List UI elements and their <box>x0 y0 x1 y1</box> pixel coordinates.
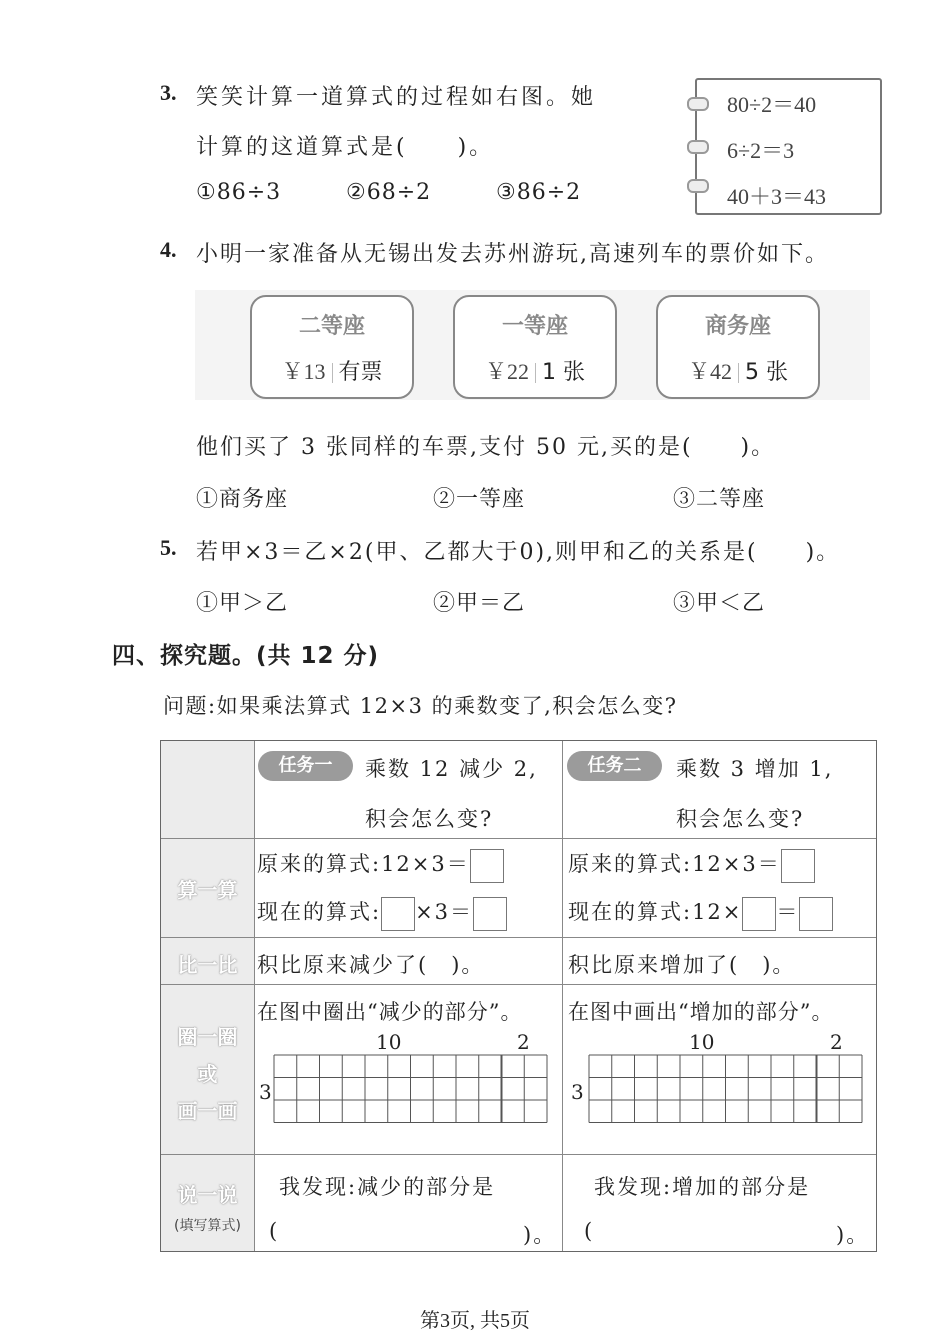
task1-paren-right: )。 <box>523 1223 557 1247</box>
answer-box[interactable] <box>799 897 833 931</box>
row-label-circle: 圈一圈 <box>177 1025 238 1049</box>
ticket-business-class <box>656 295 820 399</box>
ticket-price <box>455 355 615 386</box>
answer-box[interactable] <box>742 897 776 931</box>
calc-line-2: 6÷2＝3 <box>727 138 795 163</box>
q5-text-line1: 若甲×3＝乙×2(甲、乙都大于0),则甲和乙的关系是( )。 <box>196 540 841 565</box>
ticket-status: 有票 <box>338 360 383 385</box>
currency-symbol: ￥ <box>281 359 304 384</box>
task1-now-formula <box>257 896 507 931</box>
row-label-fill-formula: (填写算式) <box>174 1218 241 1234</box>
task1-discover: 我发现:减少的部分是 <box>279 1175 496 1199</box>
task1-head-line1: 乘数 12 减少 2, <box>365 757 538 781</box>
task1-head-line2: 积会怎么变? <box>365 807 494 831</box>
q4-text-line1: 小明一家准备从无锡出发去苏州游玩,高速列车的票价如下。 <box>196 242 829 267</box>
task2-head-line1: 乘数 3 增加 1, <box>676 757 834 781</box>
q3-option-3[interactable]: ③86÷2 <box>496 180 582 205</box>
grid1-label-three: 3 <box>259 1080 272 1104</box>
q3-text-line1: 笑笑计算一道算式的过程如右图。她 <box>196 85 597 110</box>
task1-badge: 任务一 <box>258 751 353 781</box>
grid2-label-three: 3 <box>571 1080 584 1104</box>
ticket-status: 5 张 <box>745 360 788 385</box>
q4-option-3[interactable]: ③二等座 <box>673 487 766 512</box>
task1-orig-text: 原来的算式:12×3＝ <box>257 852 470 876</box>
task2-compare[interactable]: 积比原来增加了( )。 <box>568 953 796 977</box>
q5-number: 5. <box>160 535 177 560</box>
section-question: 问题:如果乘法算式 12×3 的乘数变了,积会怎么变? <box>163 694 678 718</box>
q3-text-line2: 计算的这道算式是( )。 <box>196 135 495 160</box>
grid1-label-two: 2 <box>517 1030 530 1054</box>
task2-discover: 我发现:增加的部分是 <box>594 1175 811 1199</box>
task2-orig-formula <box>568 848 815 883</box>
task-table <box>160 740 877 1252</box>
task2-now-text-a: 现在的算式:12× <box>568 900 743 924</box>
q4-option-2[interactable]: ②一等座 <box>433 487 526 512</box>
calc-card <box>695 78 882 215</box>
grid1-label-ten: 10 <box>376 1030 402 1054</box>
q3-option-2[interactable]: ②68÷2 <box>346 180 432 205</box>
row-label-or: 或 <box>197 1062 218 1086</box>
q3-number: 3. <box>160 80 177 105</box>
task1-now-text-a: 现在的算式: <box>257 900 382 924</box>
task2-now-formula <box>568 896 833 931</box>
task2-head-line2: 积会怎么变? <box>676 807 805 831</box>
currency-symbol: ￥ <box>687 359 710 384</box>
q4-text-line2: 他们买了 3 张同样的车票,支付 50 元,买的是( )。 <box>196 435 776 460</box>
row-label-say: 说一说 <box>177 1183 238 1207</box>
grid-diagram-task1[interactable] <box>273 1054 549 1124</box>
binder-ring-icon <box>687 140 709 154</box>
task1-draw-instruction: 在图中圈出“减少的部分”。 <box>257 1000 523 1024</box>
q3-option-1[interactable]: ①86÷3 <box>196 180 282 205</box>
q5-option-2[interactable]: ②甲＝乙 <box>433 591 526 616</box>
binder-ring-icon <box>687 179 709 193</box>
grid-diagram-task2[interactable] <box>588 1054 864 1124</box>
calc-line-3: 40＋3＝43 <box>727 184 827 209</box>
task1-compare[interactable]: 积比原来减少了( )。 <box>257 953 485 977</box>
answer-box[interactable] <box>381 897 415 931</box>
currency-symbol: ￥ <box>484 359 507 384</box>
ticket-price-value: 22 <box>507 359 529 384</box>
answer-box[interactable] <box>781 849 815 883</box>
ticket-price-value: 13 <box>303 359 326 384</box>
q4-option-1[interactable]: ①商务座 <box>196 487 289 512</box>
section-title: 四、探究题。(共 12 分) <box>112 643 380 669</box>
calc-line-1: 80÷2＝40 <box>727 92 817 117</box>
task2-orig-text: 原来的算式:12×3＝ <box>568 852 781 876</box>
q4-number: 4. <box>160 237 177 262</box>
ticket-price-value: 42 <box>710 359 732 384</box>
task1-answer-field[interactable] <box>279 1211 519 1247</box>
ticket-name: 二等座 <box>298 314 365 339</box>
task2-now-text-b: ＝ <box>776 900 800 924</box>
q5-option-1[interactable]: ①甲＞乙 <box>196 591 289 616</box>
row-label-compare: 比一比 <box>177 953 238 977</box>
task2-paren-left: ( <box>584 1219 595 1243</box>
ticket-price <box>252 355 412 386</box>
task2-badge: 任务二 <box>567 751 662 781</box>
q5-option-3[interactable]: ③甲＜乙 <box>673 591 766 616</box>
answer-box[interactable] <box>473 897 507 931</box>
ticket-name: 商务座 <box>704 314 771 339</box>
row-label-draw: 画一画 <box>177 1099 238 1123</box>
ticket-status: 1 张 <box>542 360 585 385</box>
task1-now-text-b: ×3＝ <box>415 900 474 924</box>
binder-ring-icon <box>687 97 709 111</box>
grid2-label-two: 2 <box>830 1030 843 1054</box>
grid2-label-ten: 10 <box>689 1030 715 1054</box>
ticket-first-class <box>453 295 617 399</box>
ticket-name: 一等座 <box>501 314 568 339</box>
row-label-calc: 算一算 <box>177 878 238 902</box>
answer-box[interactable] <box>470 849 504 883</box>
ticket-second-class <box>250 295 414 399</box>
task2-answer-field[interactable] <box>594 1211 834 1247</box>
task1-orig-formula <box>257 848 504 883</box>
ticket-price <box>658 355 818 386</box>
task2-paren-right: )。 <box>836 1223 870 1247</box>
row-label-column <box>161 741 254 1251</box>
task2-draw-instruction: 在图中画出“增加的部分”。 <box>568 1000 834 1024</box>
page-footer: 第3页, 共5页 <box>420 1310 530 1332</box>
task1-paren-left: ( <box>269 1219 280 1243</box>
